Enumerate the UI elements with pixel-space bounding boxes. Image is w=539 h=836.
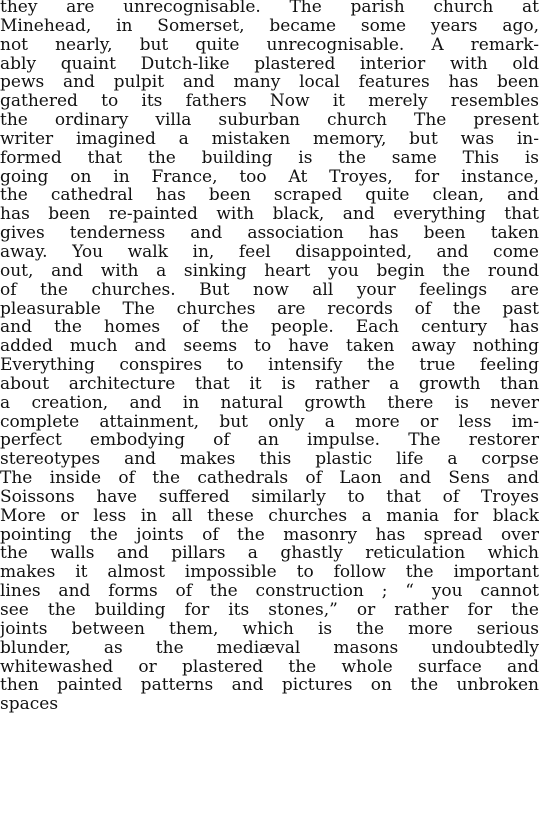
text-line: makes it almost impossible to follow the important — [0, 562, 539, 583]
text-line: More or less in all these churches a mania for black — [0, 505, 539, 526]
text-line: they are unrecognisable. The parish church at — [0, 0, 539, 17]
text-line: stereotypes and makes this plastic life a corpse — [0, 449, 539, 470]
text-line: of the churches. But now all your feelings are — [0, 279, 539, 300]
text-line: joints between them, which is the more serious — [0, 618, 539, 639]
text-line: going on in France, too At Troyes, for instance, — [0, 166, 539, 187]
text-line: gathered to its fathers Now it merely resembles — [0, 91, 539, 112]
text-line: has been re-painted with black, and everything that — [0, 204, 539, 225]
text-line: a creation, and in natural growth there is never — [0, 392, 539, 413]
text-line: the walls and pillars a ghastly reticulation which — [0, 543, 539, 564]
text-line: about architecture that it is rather a growth than — [0, 373, 539, 394]
text-line: out, and with a sinking heart you begin the round — [0, 260, 539, 281]
text-line: perfect embodying of an impulse. The restorer — [0, 430, 539, 451]
text-line: pleasurable The churches are records of the past — [0, 298, 539, 319]
text-line: Minehead, in Somerset, became some years ago, — [0, 15, 539, 36]
text-line: then painted patterns and pictures on the unbroken — [0, 675, 539, 696]
text-line: lines and forms of the construction ; “ you cannot — [0, 581, 539, 602]
text-line: Everything conspires to intensify the true feeling — [0, 355, 539, 376]
text-line: the cathedral has been scraped quite clean, and — [0, 185, 539, 206]
text-line: pointing the joints of the masonry has spread over — [0, 524, 539, 545]
text-line: blunder, as the mediæval masons undoubtedly — [0, 637, 539, 658]
text-line: gives tenderness and association has been taken — [0, 223, 539, 244]
text-line: pews and pulpit and many local features has been — [0, 72, 539, 93]
text-line: added much and seems to have taken away nothing — [0, 336, 539, 357]
text-line: Soissons have suffered similarly to that of Troyes — [0, 486, 539, 507]
text-line: whitewashed or plastered the whole surface and — [0, 656, 539, 677]
text-line: spaces — [0, 694, 59, 715]
text-line: the ordinary villa suburban church The present — [0, 110, 539, 131]
text-line: see the building for its stones,” or rather for the — [0, 600, 539, 620]
text-line: formed that the building is the same This is — [0, 147, 539, 168]
text-line: away. You walk in, feel disappointed, and come — [0, 241, 539, 262]
text-line: The inside of the cathedrals of Laon and Sens and — [0, 468, 539, 489]
text-line: and the homes of the people. Each century has — [0, 317, 539, 338]
text-line: writer imagined a mistaken memory, but was in- — [0, 128, 539, 149]
text-line: ably quaint Dutch-like plastered interior with old — [0, 53, 539, 74]
text-line: complete attainment, but only a more or less im- — [0, 411, 539, 432]
text-line: not nearly, but quite unrecognisable. A remark- — [0, 34, 539, 55]
